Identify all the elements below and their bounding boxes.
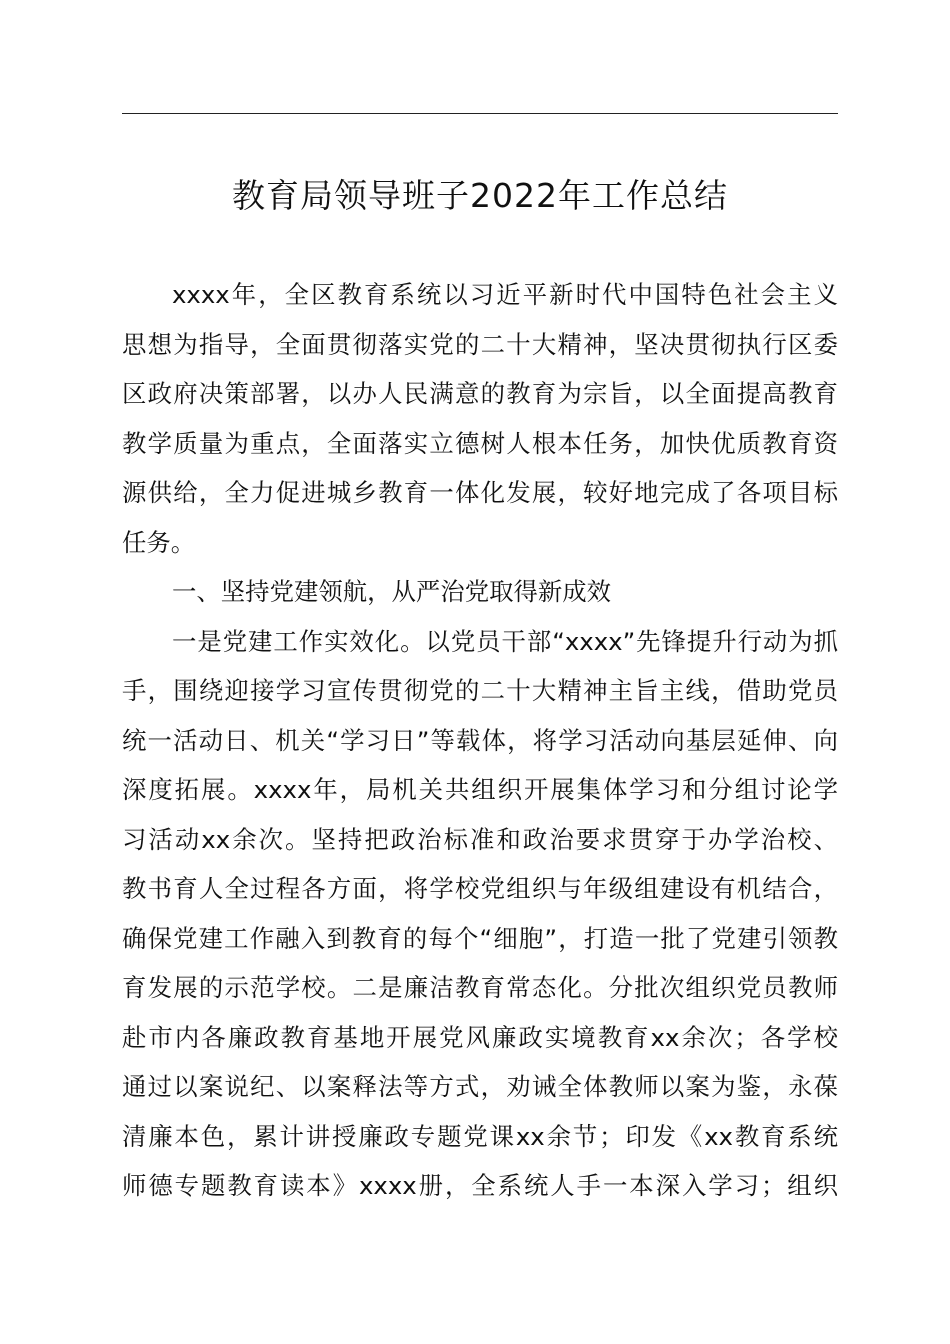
paragraph-line: 源供给，全力促进城乡教育一体化发展，较好地完成了各项目标 <box>122 478 838 507</box>
paragraph-line: 教书育人全过程各方面，将学校党组织与年级组建设有机结合， <box>122 874 838 903</box>
paragraph-line: 习活动xx余次。坚持把政治标准和政治要求贯穿于办学治校、 <box>122 824 838 854</box>
paragraph-line: 教学质量为重点，全面落实立德树人根本任务，加快优质教育资 <box>122 428 838 458</box>
paragraph-line: 一是党建工作实效化。以党员干部“xxxx”先锋提升行动为抓 <box>172 626 838 656</box>
paragraph-line: 清廉本色，累计讲授廉政专题党课xx余节；印发《xx教育系统 <box>122 1121 838 1151</box>
paragraph-line: 统一活动日、机关“学习日”等载体，将学习活动向基层延伸、向 <box>122 725 838 755</box>
paragraph-line: 深度拓展。xxxx年，局机关共组织开展集体学习和分组讨论学 <box>122 775 838 804</box>
paragraph-line: 思想为指导，全面贯彻落实党的二十大精神，坚决贯彻执行区委 <box>122 329 838 359</box>
paragraph-line: xxxx年，全区教育系统以习近平新时代中国特色社会主义 <box>172 280 838 309</box>
document-body <box>122 270 838 1211</box>
paragraph-line: 区政府决策部署，以办人民满意的教育为宗旨，以全面提高教育 <box>122 379 838 408</box>
document-title: 教育局领导班子2022年工作总结 <box>232 176 728 215</box>
paragraph-line: 师德专题教育读本》xxxx册，全系统人手一本深入学习；组织 <box>122 1171 838 1200</box>
paragraph-line: 育发展的示范学校。二是廉洁教育常态化。分批次组织党员教师 <box>122 973 838 1002</box>
paragraph-line: 赴市内各廉政教育基地开展党风廉政实境教育xx余次；各学校 <box>122 1022 838 1052</box>
paragraph-line: 任务。 <box>122 527 196 557</box>
paragraph-line: 通过以案说纪、以案释法等方式，劝诫全体教师以案为鉴，永葆 <box>122 1072 838 1101</box>
section-heading: 一、坚持党建领航，从严治党取得新成效 <box>172 577 612 606</box>
paragraph-line: 确保党建工作融入到教育的每个“细胞”，打造一批了党建引领教 <box>122 923 838 953</box>
paragraph-line: 手，围绕迎接学习宣传贯彻党的二十大精神主旨主线，借助党员 <box>122 676 838 705</box>
header-rule <box>122 113 838 114</box>
